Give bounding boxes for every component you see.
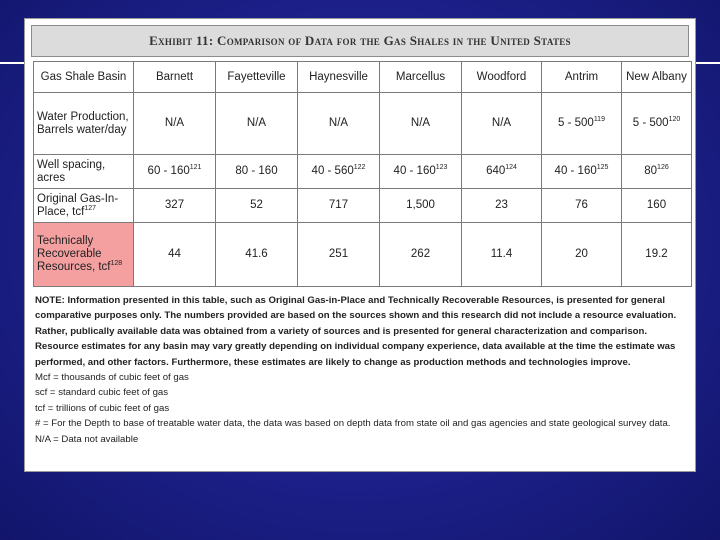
footnote-ref: 123	[435, 164, 448, 172]
table-cell	[462, 93, 542, 155]
table-cell	[216, 223, 298, 287]
table-cell	[298, 189, 380, 223]
table-cell	[380, 223, 462, 287]
cell-value: 262	[410, 248, 431, 260]
table-cell	[134, 189, 216, 223]
table-cell	[380, 189, 462, 223]
cell-value: 20	[575, 248, 588, 260]
cell-value: 640	[486, 165, 506, 177]
table-cell	[380, 93, 462, 155]
footnote-ref: 126	[657, 164, 669, 172]
table-cell	[462, 189, 542, 223]
footnote-ref: 121	[189, 164, 202, 172]
cell-value: 1,500	[406, 199, 435, 211]
table-cell	[542, 155, 622, 189]
table-cell	[462, 223, 542, 287]
exhibit-sheet	[24, 18, 696, 472]
column-header: Gas Shale Basin	[34, 62, 134, 93]
column-header: Antrim	[542, 62, 622, 93]
cell-value: 40 - 160	[393, 165, 436, 177]
footnote-ref: 128	[110, 260, 123, 268]
table-cell	[134, 93, 216, 155]
column-header: Marcellus	[380, 62, 462, 93]
notes-block	[35, 293, 687, 447]
cell-value: 5 - 500	[632, 117, 669, 129]
footnote-ref: 124	[505, 164, 517, 172]
table-cell	[380, 155, 462, 189]
cell-value: 40 - 160	[554, 165, 597, 177]
row-label	[34, 223, 134, 287]
footnote-ref: 120	[668, 116, 681, 124]
row-label	[34, 93, 134, 155]
footnote-ref: 125	[596, 164, 609, 172]
cell-value: 717	[328, 199, 349, 211]
note-line: # = For the Depth to base of treatable water data, the data was based on depth data from state oil and gas agencies and state geological survey data.	[35, 418, 671, 430]
cell-value: 327	[164, 199, 185, 211]
cell-value: 23	[495, 199, 508, 211]
column-header: Barnett	[134, 62, 216, 93]
cell-value: 5 - 500	[558, 117, 594, 129]
table-cell	[298, 223, 380, 287]
table-cell	[298, 93, 380, 155]
row-label-text: Original Gas-In-Place, tcf	[37, 192, 119, 218]
cell-value: 251	[328, 248, 349, 260]
cell-value: 44	[168, 248, 181, 260]
table-row	[34, 223, 692, 287]
row-label-text: Water Production, Barrels water/day	[37, 110, 129, 136]
note-paragraph: NOTE: Information presented in this table, such as Original Gas-in-Place and Technically Recoverable Resources, is presented for general comparative purposes only. The numbers provided are based on the sources shown and this research did not include a resource evaluation. Rather, publically available data was obtained from a variety of sources and is presented for general characterization and comparison. Resource estimates for any basin may vary greatly depending on individual company experience, data available at the time the estimate was performed, and other factors. Furthermore, these estimates are likely to change as production methods and technologies improve.	[35, 295, 677, 368]
cell-value: 160	[646, 199, 667, 211]
row-label	[34, 189, 134, 223]
table-row	[34, 93, 692, 155]
note-line: scf = standard cubic feet of gas	[35, 387, 169, 399]
cell-value: N/A	[246, 117, 267, 129]
table-header-row	[34, 62, 692, 93]
note-line: tcf = trillions of cubic feet of gas	[35, 402, 170, 414]
table-cell	[542, 189, 622, 223]
table-cell	[462, 155, 542, 189]
table-cell	[134, 223, 216, 287]
table-cell	[216, 155, 298, 189]
cell-value: 11.4	[490, 248, 513, 260]
cell-value: 52	[250, 199, 263, 211]
exhibit-title-bar	[31, 25, 689, 57]
table-cell	[622, 93, 692, 155]
table-cell	[622, 223, 692, 287]
table-row	[34, 189, 692, 223]
column-header: Fayetteville	[216, 62, 298, 93]
column-header: Woodford	[462, 62, 542, 93]
column-header: Haynesville	[298, 62, 380, 93]
cell-value: N/A	[164, 117, 185, 129]
footnote-ref: 127	[84, 204, 96, 212]
table-cell	[298, 155, 380, 189]
cell-value: 80	[644, 165, 658, 177]
table-cell	[134, 155, 216, 189]
table-cell	[542, 93, 622, 155]
column-header: New Albany	[622, 62, 692, 93]
table-cell	[622, 189, 692, 223]
table-cell	[542, 223, 622, 287]
cell-value: N/A	[410, 117, 431, 129]
row-label	[34, 155, 134, 189]
exhibit-title: Exhibit 11: Comparison of Data for the Gas Shales in the United States	[149, 33, 571, 48]
cell-value: 41.6	[245, 248, 268, 260]
cell-value: N/A	[328, 117, 349, 129]
cell-value: 80 - 160	[235, 165, 278, 177]
cell-value: 60 - 160	[147, 165, 190, 177]
table-cell	[216, 93, 298, 155]
table-cell	[622, 155, 692, 189]
cell-value: 19.2	[645, 248, 668, 260]
cell-value: 76	[575, 199, 588, 211]
row-label-text: Well spacing, acres	[37, 158, 106, 184]
table-cell	[216, 189, 298, 223]
row-label-text: Technically Recoverable Resources, tcf	[37, 235, 111, 273]
cell-value: 40 - 560	[311, 165, 354, 177]
table-row	[34, 155, 692, 189]
footnote-ref: 122	[353, 164, 366, 172]
footnote-ref: 119	[593, 116, 605, 124]
cell-value: N/A	[491, 117, 512, 129]
note-line: N/A = Data not available	[35, 433, 139, 445]
comparison-table	[33, 61, 692, 287]
note-line: Mcf = thousands of cubic feet of gas	[35, 372, 189, 384]
